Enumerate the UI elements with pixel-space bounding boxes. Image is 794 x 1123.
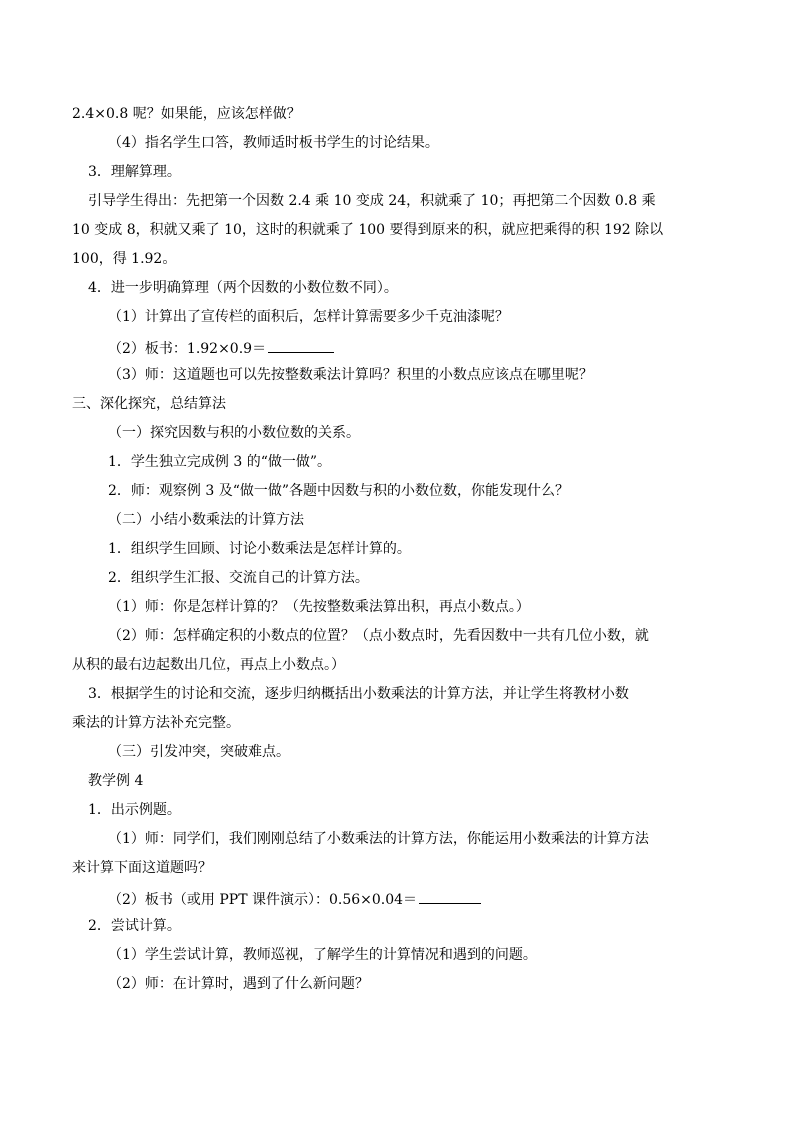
text-line: 来计算下面这道题吗？ [72, 860, 212, 876]
text-line: 1．出示例题。 [88, 802, 181, 818]
text-segment: （2）板书：1.92×0.9＝ [108, 341, 267, 357]
text-line: 2．尝试计算。 [88, 918, 181, 934]
text-line: （1）计算出了宣传栏的面积后，怎样计算需要多少千克油漆呢？ [108, 309, 509, 325]
text-line: 乘法的计算方法补充完整。 [72, 715, 240, 731]
text-line: 100，得 1.92。 [72, 251, 177, 267]
text-line: 1．学生独立完成例 3 的“做一做”。 [108, 454, 332, 470]
text-line: （一）探究因数与积的小数位数的关系。 [108, 425, 360, 441]
text-line: 10 变成 8，积就又乘了 10，这时的积就乘了 100 要得到原来的积，就应把乘得的积 192 除以 [72, 222, 664, 238]
text-segment: （2）板书（或用 PPT 课件演示）：0.56×0.04＝ [108, 892, 418, 908]
text-line: 4．进一步明确算理（两个因数的小数位数不同）。 [88, 280, 398, 296]
text-line: 2．师：观察例 3 及“做一做”各题中因数与积的小数位数，你能发现什么？ [108, 483, 570, 499]
text-line: 教学例 4 [88, 773, 144, 789]
text-line: （4）指名学生口答，教师适时板书学生的讨论结果。 [108, 135, 439, 151]
text-line: 3．理解算理。 [88, 164, 181, 180]
answer-blank [419, 887, 481, 904]
text-line [108, 336, 334, 359]
text-line: 3．根据学生的讨论和交流，逐步归纳概括出小数乘法的计算方法，并让学生将教材小数 [88, 686, 629, 702]
text-line: （三）引发冲突，突破难点。 [108, 744, 290, 760]
text-line: （1）学生尝试计算，教师巡视，了解学生的计算情况和遇到的问题。 [108, 947, 537, 963]
section-heading: 三、深化探究，总结算法 [72, 396, 226, 412]
text-line: （1）师：你是怎样计算的？（先按整数乘法算出积，再点小数点。） [108, 599, 530, 615]
text-line: （1）师：同学们，我们刚刚总结了小数乘法的计算方法，你能运用小数乘法的计算方法 [108, 831, 649, 847]
text-line: （二）小结小数乘法的计算方法 [108, 512, 304, 528]
text-line: 引导学生得出：先把第一个因数 2.4 乘 10 变成 24，积就乘了 10；再把第二个因数 0.8 乘 [88, 193, 656, 209]
answer-blank [268, 336, 334, 353]
text-line [108, 887, 481, 910]
text-line: （2）师：在计算时，遇到了什么新问题？ [108, 976, 369, 992]
text-line: 1．组织学生回顾、讨论小数乘法是怎样计算的。 [108, 541, 411, 557]
text-line: （3）师：这道题也可以先按整数乘法计算吗？积里的小数点应该点在哪里呢？ [108, 367, 593, 383]
text-line: （2）师：怎样确定积的小数点的位置？（点小数点时，先看因数中一共有几位小数，就 [108, 628, 649, 644]
text-line: 从积的最右边起数出几位，再点上小数点。） [72, 657, 345, 673]
text-line: 2.4×0.8 呢？如果能，应该怎样做？ [72, 106, 301, 122]
text-line: 2．组织学生汇报、交流自己的计算方法。 [108, 570, 369, 586]
